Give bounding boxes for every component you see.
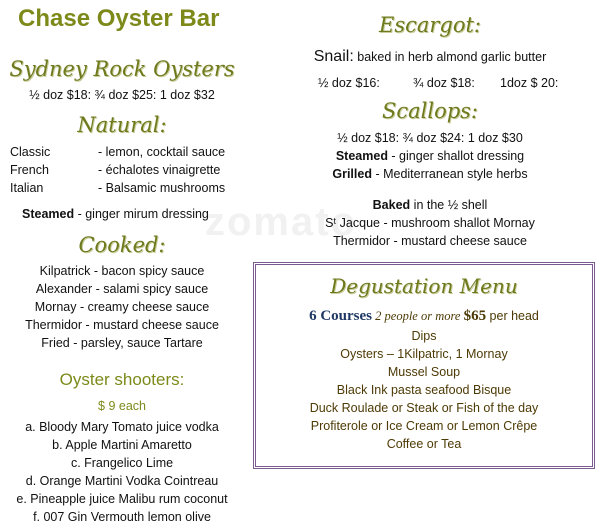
list-item: Profiterole or Ice Cream or Lemon Crêpe	[310, 419, 538, 433]
sydney-rock-oysters-heading: Sydney Rock Oysters	[9, 57, 235, 81]
steamed-label: Steamed	[335, 149, 388, 163]
scallops-heading: Scallops:	[381, 99, 479, 123]
price-one-dozen: 1doz $ 20:	[500, 76, 559, 90]
scallops-prices: ½ doz $18: ¾ doz $24: 1 doz $30	[337, 131, 523, 145]
scallops-baked-line	[265, 196, 595, 214]
courses-label: 6 Courses	[309, 308, 373, 324]
grilled-label: Grilled	[332, 167, 372, 181]
scallops-grilled-line	[265, 165, 595, 183]
degustation-heading: Degustation Menu	[330, 274, 518, 298]
snail-label: Snail:	[313, 48, 354, 65]
restaurant-title: Chase Oyster Bar	[18, 5, 220, 32]
scallops-steamed-line	[265, 147, 595, 165]
list-item: b. Apple Martini Amaretto	[52, 438, 192, 452]
list-item: Mussel Soup	[387, 365, 461, 379]
snail-desc: baked in herb almond garlic butter	[353, 50, 547, 64]
oyster-shooters-heading: Oyster shooters:	[59, 370, 185, 389]
item-name: Italian	[10, 181, 44, 195]
baked-label: Baked	[372, 198, 411, 212]
list-item: d. Orange Martini Vodka Cointreau	[25, 474, 219, 488]
item-name: Classic	[10, 145, 51, 159]
escargot-heading: Escargot:	[378, 13, 482, 37]
list-item: Thermidor - mustard cheese sauce	[25, 318, 219, 332]
degustation-price: $65	[463, 308, 487, 324]
natural-list	[10, 143, 245, 197]
steamed-desc: - ginger mirum dressing	[74, 207, 209, 221]
cooked-list	[0, 262, 244, 352]
st-jacque-line: Sᵗ Jacque - mushroom shallot Mornay	[325, 216, 535, 230]
list-item: f. 007 Gin Vermouth lemon olive	[33, 510, 211, 524]
people-note: 2 people or more	[372, 309, 464, 323]
list-item: Alexander - salami spicy sauce	[35, 282, 209, 296]
item-desc: - échalotes vinaigrette	[98, 163, 221, 177]
list-item	[10, 161, 245, 179]
degustation-list	[256, 327, 592, 453]
natural-heading: Natural:	[77, 113, 167, 137]
per-head: per head	[486, 309, 539, 323]
steamed-desc: - ginger shallot dressing	[387, 149, 525, 163]
list-item: Black Ink pasta seafood Bisque	[336, 383, 512, 397]
price-three-quarter-dozen: ¾ doz $18:	[413, 76, 475, 90]
scallops-thermidor-line: Thermidor - mustard cheese sauce	[333, 234, 527, 248]
price-half-dozen: ½ doz $16:	[318, 76, 380, 90]
sydney-oyster-prices: ½ doz $18: ¾ doz $25: 1 doz $32	[29, 88, 215, 102]
natural-steamed-line	[22, 205, 209, 223]
item-name: French	[10, 163, 49, 177]
watermark: zomato	[205, 200, 357, 244]
shooters-price: $ 9 each	[98, 399, 146, 413]
list-item: Duck Roulade or Steak or Fish of the day	[309, 401, 539, 415]
list-item: Oysters – 1Kilpatric, 1 Mornay	[340, 347, 508, 361]
list-item: e. Pineapple juice Malibu rum coconut	[16, 492, 228, 506]
snail-line	[265, 46, 595, 68]
list-item: Mornay - creamy cheese sauce	[34, 300, 210, 314]
list-item	[10, 143, 245, 161]
list-item: Dips	[411, 329, 437, 343]
item-desc: - lemon, cocktail sauce	[98, 145, 226, 159]
list-item	[10, 179, 245, 197]
item-desc: - Balsamic mushrooms	[98, 181, 226, 195]
cooked-heading: Cooked:	[78, 233, 166, 257]
grilled-desc: - Mediterranean style herbs	[371, 167, 528, 181]
steamed-label: Steamed	[22, 207, 75, 221]
degustation-box	[253, 262, 595, 469]
degustation-price-line	[256, 305, 592, 327]
list-item: Coffee or Tea	[386, 437, 462, 451]
list-item: c. Frangelico Lime	[70, 456, 174, 470]
list-item: Kilpatrick - bacon spicy sauce	[39, 264, 205, 278]
list-item: a. Bloody Mary Tomato juice vodka	[25, 420, 219, 434]
shooters-list	[0, 418, 244, 526]
baked-desc: in the ½ shell	[410, 198, 488, 212]
list-item: Fried - parsley, sauce Tartare	[41, 336, 203, 350]
